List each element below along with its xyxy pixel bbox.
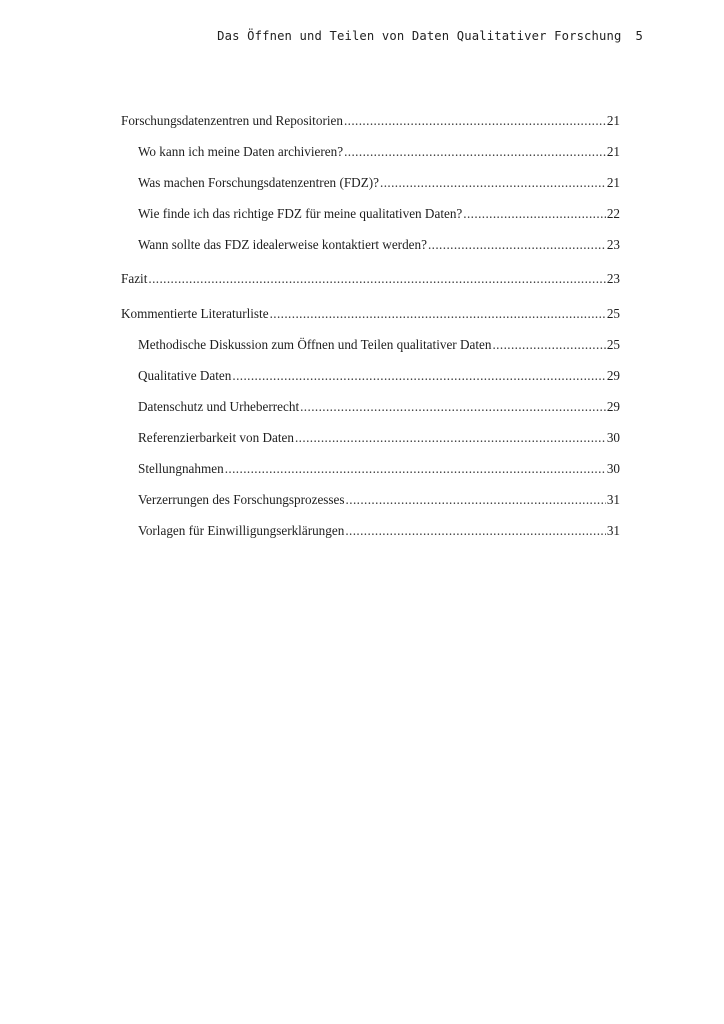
- toc-entry-title: Kommentierte Literaturliste: [121, 304, 270, 324]
- toc-entry-page: 31: [606, 523, 620, 538]
- toc-leader-dots: [344, 111, 606, 131]
- toc-entry-page: 23: [606, 237, 620, 252]
- toc-entry[interactable]: [138, 490, 620, 510]
- toc-entry[interactable]: [121, 269, 620, 289]
- toc-entry-title: Forschungsdatenzentren und Repositorien: [121, 111, 344, 131]
- toc-entry[interactable]: [138, 366, 620, 386]
- toc-entry[interactable]: [138, 521, 620, 541]
- toc-entry[interactable]: [138, 397, 620, 417]
- toc-entry-title: Fazit: [121, 269, 148, 289]
- toc-leader-dots: [428, 235, 606, 255]
- toc-entry-title: Vorlagen für Einwilligungserklärungen: [138, 521, 345, 541]
- toc-entry-title: Wie finde ich das richtige FDZ für meine qualitativen Daten?: [138, 204, 463, 224]
- running-header: [0, 29, 643, 43]
- toc-leader-dots: [300, 397, 606, 417]
- toc-leader-dots: [492, 335, 605, 355]
- toc-leader-dots: [148, 269, 605, 289]
- toc-entry-page: 29: [606, 399, 620, 414]
- page-number: 5: [635, 29, 643, 43]
- toc-entry-page: 21: [606, 144, 620, 159]
- toc-entry[interactable]: [138, 204, 620, 224]
- toc-entry[interactable]: [138, 428, 620, 448]
- toc-entry-page: 22: [606, 206, 620, 221]
- toc-entry-title: Datenschutz und Urheberrecht: [138, 397, 300, 417]
- toc-entry[interactable]: [138, 142, 620, 162]
- toc-leader-dots: [346, 490, 606, 510]
- toc-entry-page: 21: [606, 175, 620, 190]
- toc-entry[interactable]: [138, 235, 620, 255]
- toc-entry-page: 23: [606, 271, 620, 286]
- toc-entry-title: Wo kann ich meine Daten archivieren?: [138, 142, 344, 162]
- toc-entry-page: 25: [606, 306, 620, 321]
- toc-entry-page: 31: [606, 492, 620, 507]
- toc-entry-page: 25: [606, 337, 620, 352]
- toc-leader-dots: [380, 173, 606, 193]
- toc-entry-title: Referenzierbarkeit von Daten: [138, 428, 295, 448]
- toc-leader-dots: [225, 459, 606, 479]
- toc-entry-title: Was machen Forschungsdatenzentren (FDZ)?: [138, 173, 380, 193]
- toc-entry[interactable]: [121, 304, 620, 324]
- toc-entry-page: 30: [606, 430, 620, 445]
- toc-leader-dots: [232, 366, 605, 386]
- toc-entry-title: Stellungnahmen: [138, 459, 225, 479]
- toc-leader-dots: [270, 304, 606, 324]
- toc-leader-dots: [344, 142, 606, 162]
- toc-entry-title: Qualitative Daten: [138, 366, 232, 386]
- toc-entry[interactable]: [138, 459, 620, 479]
- toc-entry[interactable]: [138, 173, 620, 193]
- toc-entry-title: Verzerrungen des Forschungsprozesses: [138, 490, 346, 510]
- toc-entry-page: 21: [606, 113, 620, 128]
- table-of-contents: [121, 111, 620, 541]
- toc-leader-dots: [345, 521, 606, 541]
- toc-leader-dots: [463, 204, 606, 224]
- toc-entry[interactable]: [138, 335, 620, 355]
- toc-entry-page: 29: [606, 368, 620, 383]
- toc-entry-title: Methodische Diskussion zum Öffnen und Teilen qualitativer Daten: [138, 335, 492, 355]
- toc-entry-title: Wann sollte das FDZ idealerweise kontaktiert werden?: [138, 235, 428, 255]
- toc-entry[interactable]: [121, 111, 620, 131]
- running-title: Das Öffnen und Teilen von Daten Qualitativer Forschung: [217, 29, 622, 43]
- toc-leader-dots: [295, 428, 606, 448]
- toc-entry-page: 30: [606, 461, 620, 476]
